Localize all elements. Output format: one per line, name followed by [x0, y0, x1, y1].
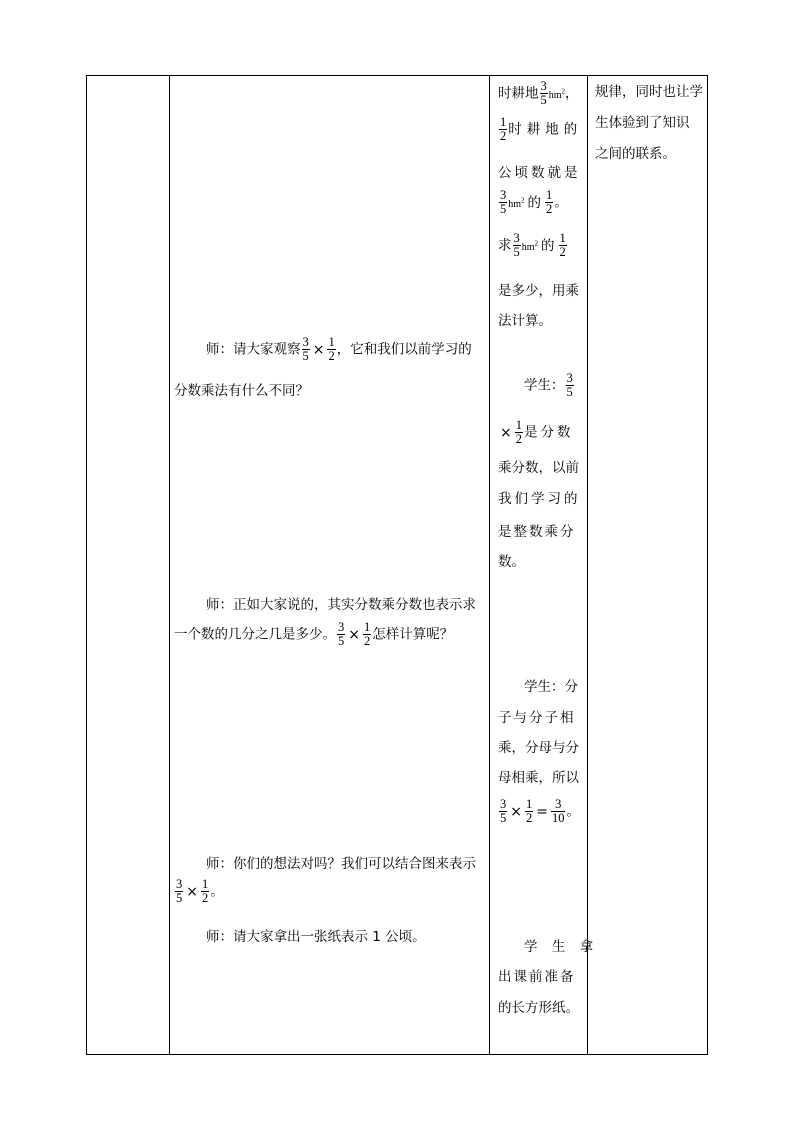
student-answer-4-line2: 出课前准备	[498, 969, 576, 985]
student-answer-4-line3: 的长方形纸。	[498, 1000, 579, 1016]
lesson-table	[86, 75, 708, 1055]
fraction-3-5: $\frac{3}{5}$	[500, 797, 507, 825]
student-answer-1-line2: $\frac{1}{2}$ 时耕地的	[500, 115, 583, 143]
teacher-question-2-cont: 一个数的几分之几是多少。 $\frac{3}{5}$ × $\frac{1}{2}$ 怎样计算呢？	[174, 620, 454, 648]
student-answer-3-line4: 母相乘，所以	[498, 770, 579, 786]
fraction-1-2: $\frac{1}{2}$	[328, 335, 335, 363]
fraction-1-2: $\frac{1}{2}$	[546, 188, 553, 216]
teacher-activity-column	[170, 76, 489, 1054]
student-answer-3-line1: 学生：分	[524, 679, 578, 695]
fraction-3-5: $\frac{3}{5}$	[540, 79, 547, 107]
student-answer-1-line5: 求 $\frac{3}{5}$ $hm^2$ 的 $\frac{1}{2}$	[498, 231, 566, 259]
fraction-3-5: $\frac{3}{5}$	[566, 371, 573, 399]
student-answer-2-line1: 学生： $\frac{3}{5}$	[524, 371, 573, 399]
teacher-question-3: 师：你们的想法对吗？我们可以结合图来表示	[206, 856, 476, 872]
hectare-unit: $hm^2$	[521, 239, 539, 253]
student-answer-1-line6: 是多少，用乘	[498, 283, 579, 299]
student-answer-1-line1: 时耕地 $\frac{3}{5}$ $hm^2$，	[498, 79, 579, 107]
teacher-question-1: 师：请大家观察 $\frac{3}{5}$ × $\frac{1}{2}$ ，它和我们以前学习的	[206, 335, 472, 363]
student-activity-column	[490, 76, 599, 1054]
teacher-instruction-4: 师：请大家拿出一张纸表示 1 公顷。	[206, 929, 426, 945]
stage-column	[87, 76, 169, 1054]
student-answer-4-line1: 学 生 拿	[524, 939, 599, 955]
student-answer-1-line3: 公顷数就是	[498, 165, 581, 181]
teacher-question-3-cont: $\frac{3}{5}$ × $\frac{1}{2}$ 。	[176, 877, 224, 905]
student-answer-2-line2: × $\frac{1}{2}$ 是分数	[500, 418, 574, 446]
student-answer-2-line3: 乘分数，以前	[498, 460, 579, 476]
student-answer-2-line5: 是整数乘分	[498, 524, 576, 540]
student-answer-2-line4: 我们学习的	[498, 491, 581, 507]
fraction-3-5: $\frac{3}{5}$	[302, 335, 309, 363]
fraction-3-10: $\frac{3}{10}$	[551, 797, 565, 825]
student-answer-3-line2: 子与分子相	[498, 710, 576, 726]
intent-line-1: 规律，同时也让学	[595, 84, 703, 100]
fraction-1-2: $\frac{1}{2}$	[201, 877, 209, 905]
student-answer-3-equation: $\frac{3}{5}$ × $\frac{1}{2}$ = $\frac{3}{10}$ 。	[500, 797, 580, 825]
fraction-1-2: $\frac{1}{2}$	[515, 418, 522, 446]
student-answer-2-line6: 数。	[498, 554, 525, 570]
fraction-3-5: $\frac{3}{5}$	[513, 231, 520, 259]
fraction-1-2: $\frac{1}{2}$	[363, 620, 371, 648]
hectare-unit: $hm^2$	[508, 196, 525, 210]
hectare-unit: $hm^2$	[548, 87, 566, 101]
fraction-1-2: $\frac{1}{2}$	[559, 231, 566, 259]
teacher-question-2: 师：正如大家说的，其实分数乘分数也表示求	[206, 597, 476, 613]
fraction-3-5: $\frac{3}{5}$	[500, 188, 507, 216]
fraction-1-2: $\frac{1}{2}$	[525, 797, 533, 825]
fraction-1-2: $\frac{1}{2}$	[500, 115, 507, 143]
fraction-3-5: $\frac{3}{5}$	[176, 877, 183, 905]
intent-line-3: 之间的联系。	[595, 146, 676, 162]
intent-line-2: 生体验到了知识	[595, 115, 690, 131]
student-answer-3-line3: 乘，分母与分	[498, 740, 579, 756]
student-answer-1-line4: $\frac{3}{5}$ $hm^2$ 的 $\frac{1}{2}$ 。	[500, 188, 568, 216]
fraction-3-5: $\frac{3}{5}$	[338, 620, 345, 648]
student-answer-1-line7: 法计算。	[498, 313, 552, 329]
design-intent-column	[588, 76, 708, 1054]
teacher-question-1-cont: 分数乘法有什么不同？	[174, 383, 309, 399]
